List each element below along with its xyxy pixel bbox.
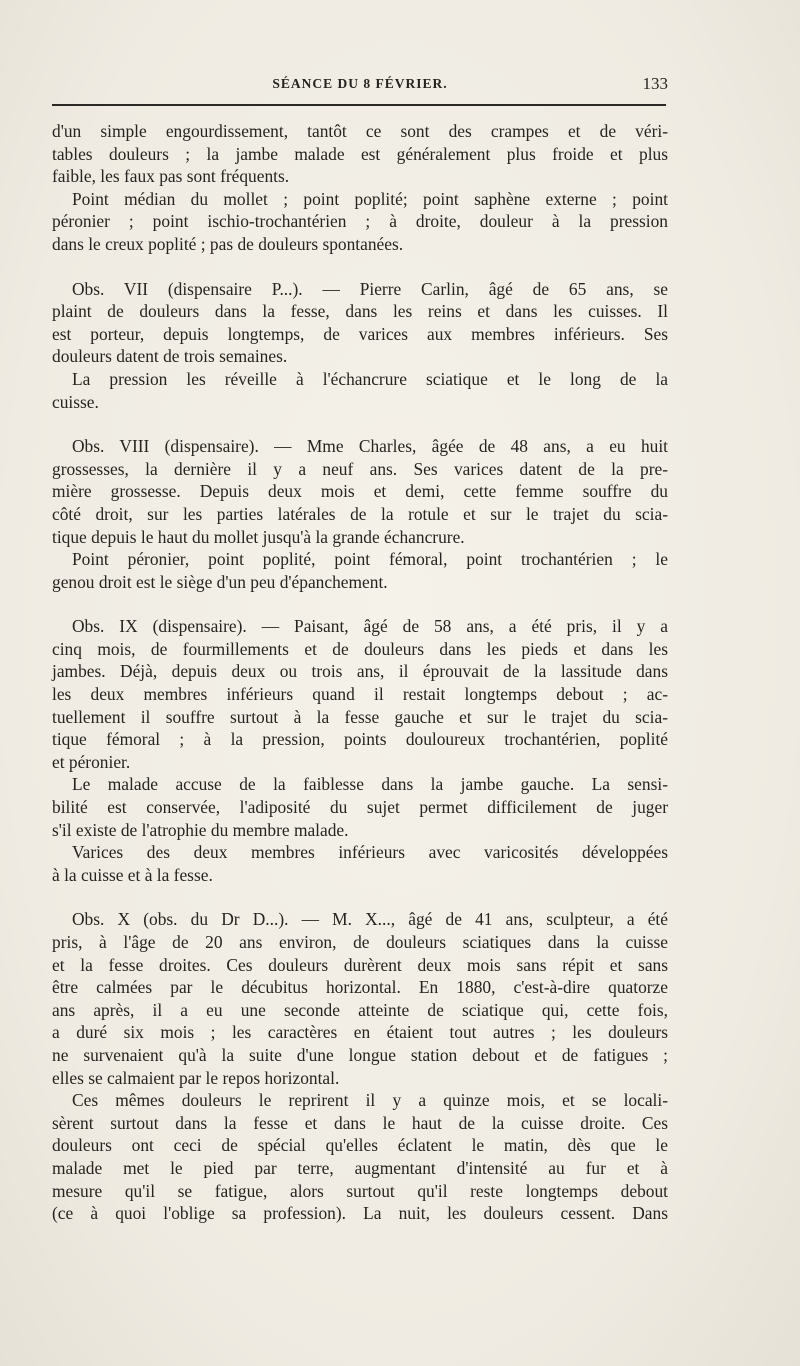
text-line: grossesses, la dernière il y a neuf ans. Ses varices datent de la pre- — [52, 458, 668, 479]
text-line: être calmées par le décubitus horizontal. En 1880, c'est-à-dire quatorze — [52, 977, 668, 998]
text-line: bilité est conservée, l'adiposité du sujet permet difficilement de juger — [52, 797, 668, 818]
text-line: faible, les faux pas sont fréquents. — [52, 166, 290, 187]
text-line: tique depuis le haut du mollet jusqu'à la grande échancrure. — [52, 526, 465, 547]
text-line: péronier ; point ischio-trochantérien ; à droite, douleur à la pression — [52, 211, 668, 232]
text-line: mière grossesse. Depuis deux mois et demi, cette femme souffre du — [52, 481, 668, 502]
text-line: cuisse. — [52, 391, 99, 412]
text-line: côté droit, sur les parties latérales de la rotule et sur le trajet du scia- — [52, 503, 668, 524]
header-rule — [52, 104, 666, 106]
text-line: La pression les réveille à l'échancrure sciatique et le long de la — [72, 368, 668, 389]
text-line: et la fesse droites. Ces douleurs durèrent deux mois sans répit et sans — [52, 954, 668, 975]
text-line: d'un simple engourdissement, tantôt ce sont des crampes et de véri- — [52, 121, 668, 141]
text-line: douleurs ont ceci de spécial qu'elles éclatent le matin, dès que le — [52, 1135, 668, 1156]
paragraph — [52, 1089, 668, 1225]
text-line: malade met le pied par terre, augmentant d'intensité au fur et à — [52, 1157, 668, 1178]
text-line: douleurs datent de trois semaines. — [52, 346, 288, 367]
text-line: Obs. X (obs. du Dr D...). — M. X..., âgé de 41 ans, sculpteur, a été — [72, 909, 668, 930]
text-line: Ces mêmes douleurs le reprirent il y a quinze mois, et se locali- — [72, 1090, 668, 1111]
text-line: ne survenaient qu'à la suite d'une longue station debout et de fatigues ; — [52, 1044, 668, 1065]
paragraph — [52, 368, 668, 413]
observation-vii — [52, 278, 668, 368]
text-line: elles se calmaient par le repos horizontal. — [52, 1067, 340, 1088]
text-line: sèrent surtout dans la fesse et dans le haut de la cuisse droite. Ces — [52, 1112, 668, 1133]
body-text — [52, 120, 668, 1225]
observation-x — [52, 908, 668, 1089]
text-line: (ce à quoi l'oblige sa profession). La nuit, les douleurs cessent. Dans — [52, 1203, 668, 1224]
text-line: s'il existe de l'atrophie du membre malade. — [52, 819, 349, 840]
text-line: pris, à l'âge de 20 ans environ, de douleurs sciatiques dans la cuisse — [52, 932, 668, 952]
text-line: tique fémoral ; à la pression, points douloureux trochantérien, poplité — [52, 729, 668, 750]
text-line: Point péronier, point poplité, point fémoral, point trochantérien ; le — [72, 549, 668, 570]
text-line: genou droit est le siège d'un peu d'épanchement. — [52, 571, 388, 592]
text-line: a duré six mois ; les caractères en étaient tout autres ; les douleurs — [52, 1022, 668, 1043]
paragraph — [52, 548, 668, 593]
page-number: 133 — [642, 74, 668, 93]
text-line: tuellement il souffre surtout à la fesse gauche et sur le trajet du scia- — [52, 706, 668, 727]
text-line: Obs. VII (dispensaire P...). — Pierre Carlin, âgé de 65 ans, se — [72, 278, 668, 299]
text-line: Point médian du mollet ; point poplité; point saphène externe ; point — [72, 188, 668, 209]
paragraph — [52, 188, 668, 256]
text-line: Obs. VIII (dispensaire). — Mme Charles, âgée de 48 ans, a eu huit — [72, 436, 668, 457]
text-line: cinq mois, de fourmillements et de douleurs dans les pieds et dans les — [52, 638, 668, 659]
text-line: tables douleurs ; la jambe malade est généralement plus froide et plus — [52, 143, 668, 164]
observation-ix — [52, 615, 668, 773]
text-line: Obs. IX (dispensaire). — Paisant, âgé de 58 ans, a été pris, il y a — [72, 616, 668, 637]
paragraph — [52, 773, 668, 841]
text-line: les deux membres inférieurs quand il restait longtemps debout ; ac- — [52, 684, 668, 705]
text-line: plaint de douleurs dans la fesse, dans les reins et dans les cuisses. Il — [52, 301, 668, 322]
text-line: dans le creux poplité ; pas de douleurs spontanées. — [52, 233, 404, 254]
paragraph — [52, 841, 668, 886]
text-line: à la cuisse et à la fesse. — [52, 864, 213, 885]
text-line: et péronier. — [52, 751, 131, 772]
text-line: Le malade accuse de la faiblesse dans la jambe gauche. La sensi- — [72, 774, 668, 795]
text-line: ans après, il a eu une seconde atteinte de sciatique qui, cette fois, — [52, 999, 668, 1020]
text-line: mesure qu'il se fatigue, alors surtout qu'il reste longtemps debout — [52, 1180, 668, 1201]
observation-viii — [52, 435, 668, 548]
running-title: SÉANCE DU 8 FÉVRIER. — [272, 76, 448, 91]
paragraph — [52, 120, 668, 188]
text-line: est porteur, depuis longtemps, de varices aux membres inférieurs. Ses — [52, 323, 668, 344]
text-line: Varices des deux membres inférieurs avec varicosités développées — [72, 842, 668, 863]
page-header — [52, 72, 668, 102]
text-line: jambes. Déjà, depuis deux ou trois ans, il éprouvait de la lassitude dans — [52, 661, 668, 682]
